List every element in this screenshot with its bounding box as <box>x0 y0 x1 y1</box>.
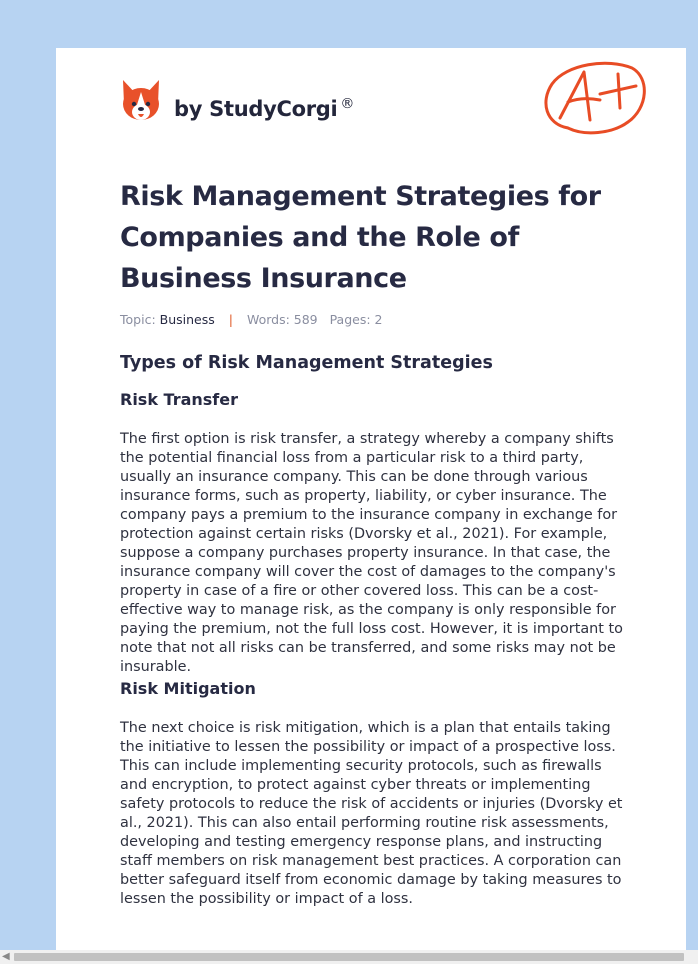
brand-logo[interactable] <box>120 76 354 126</box>
document-body <box>120 352 632 909</box>
brand-name: by StudyCorgi ® <box>174 95 355 121</box>
document-meta <box>120 312 382 327</box>
section-heading: Types of Risk Management Strategies <box>120 353 493 373</box>
document-title: Risk Management Strategies for Companies and the Role of Business Insurance <box>120 181 601 294</box>
scroll-left-icon[interactable]: ◀ <box>2 951 10 962</box>
a-plus-icon <box>538 58 650 140</box>
topic-link[interactable]: Business <box>159 312 215 327</box>
subsection-heading-risk-transfer: Risk Transfer <box>120 390 238 409</box>
page-count: Pages: 2 <box>329 312 383 327</box>
horizontal-scrollbar[interactable] <box>0 950 698 964</box>
paragraph-risk-mitigation: The next choice is risk mitigation, which is a plan that entails taking the initiative to lessen the possibility or impact of a prospective loss. This can include implementing security protocols, such as firewalls and encryption, to protect against cyber threats or implementing safety protocols to reduce the risk of accidents or injuries (Dvorsky et al., 2021). This can also entail performing routine risk assessments, developing and testing emergency response plans, and instructing staff members on risk management best practices. A corporation can better safeguard itself from economic damage by taking measures to lessen the possibility or impact of a loss. <box>120 720 623 907</box>
subsection-heading-risk-mitigation: Risk Mitigation <box>120 679 256 698</box>
corgi-logo-icon <box>120 78 162 124</box>
document-page <box>56 48 686 950</box>
meta-separator: | <box>228 312 233 327</box>
paragraph-risk-transfer: The first option is risk transfer, a strategy whereby a company shifts the potential financial loss from a particular risk to a third party, usually an insurance company. This can be done through various insurance forms, such as property, liability, or cyber insurance. The company pays a premium to the insurance company in exchange for protection against certain risks (Dvorsky et al., 2021). For example, suppose a company purchases property insurance. In that case, the insurance company will cover the cost of damages to the company's property in case of a fire or other covered loss. This can be a cost-effective way to manage risk, as the company is only responsible for paying the premium, not the full loss cost. However, it is important to note that not all risks can be transferred, and some risks may not be insurable. <box>120 431 623 675</box>
word-count: Words: 589 <box>246 312 318 327</box>
topic-label: Topic: <box>120 312 156 327</box>
scrollbar-thumb[interactable] <box>14 953 684 961</box>
